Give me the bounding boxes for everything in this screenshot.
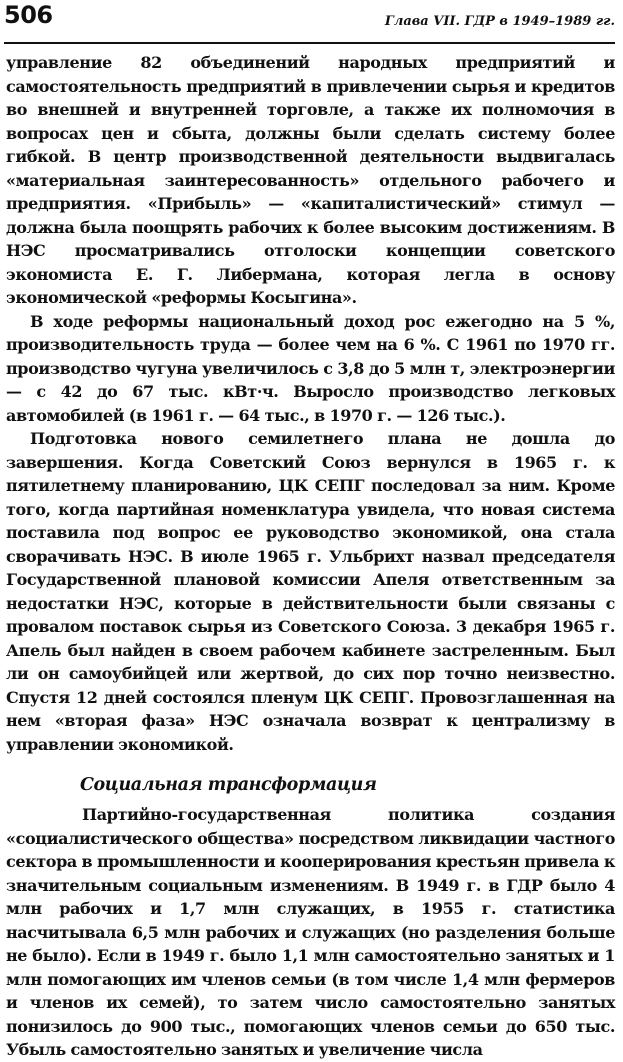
- page-number: 506: [4, 1, 53, 29]
- section-heading: Социальная трансформация: [80, 775, 377, 795]
- paragraph-reform-results: В ходе реформы национальный доход рос ежегодно на 5 %, производительность труда — более чем на 6 %. С 1961 по 1970 гг. производство чугуна увеличилось с 3,8 до 5 млн т, электроэнергии — с 42 до 67 тыс. кВт·ч. Выросло производство легковых автомобилей (в 1961 г. — 64 тыс., в 1970 г. — 126 тыс.).: [6, 311, 615, 425]
- paragraph-social-transformation: Партийно-государственная политика создания «социалистического общества» посредством ликвидации частного сектора в промышленности и кооперирования крестьян привела к значительным социальным изменениям. В 1949 г. в ГДР было 4 млн рабочих и 1,7 млн служащих, в 1955 г. статистика насчитывала 6,5 млн рабочих и служащих (но разделения больше не было). Если в 1949 г. было 1,1 млн самостоятельно занятых и 1 млн помогающих им членов семьи (в том числе 1,4 млн фермеров и членов их семей), то затем число самостоятельно занятых понизилось до 900 тыс., помогающих членов семьи до 650 тыс. Убыль самостоятельно занятых и увеличение числа: [6, 805, 615, 1059]
- running-header: [4, 2, 615, 44]
- paragraph-seven-year-plan: Подготовка нового семилетнего плана не дошла до завершения. Когда Советский Союз вернулся в 1965 г. к пятилетнему планированию, ЦК СЕПГ последовал за ним. Кроме того, когда партийная номенклатура увидела, что новая система поставила под вопрос ее руководство экономикой, она стала сворачивать НЭС. В июле 1965 г. Ульбрихт назвал председателя Государственной плановой комиссии Апеля ответственным за недостатки НЭС, которые в действительности были связаны с провалом поставок сырья из Советского Союза. 3 декабря 1965 г. Апель был найден в своем рабочем кабинете застреленным. Был ли он самоубийцей или жертвой, до сих пор точно неизвестно. Спустя 12 дней состоялся пленум ЦК СЕПГ. Провозглашенная на нем «вторая фаза» НЭС означала возврат к централизму в управлении экономикой.: [6, 429, 615, 754]
- chapter-title: Глава VII. ГДР в 1949–1989 гг.: [384, 14, 615, 29]
- paragraph-continuation: управление 82 объединений народных предприятий и самостоятельность предприятий в привлечении сырья и кредитов во внешней и внутренней торговле, а также их полномочия в вопросах цен и сбыта, должны были сделать систему более гибкой. В центр производственной деятельности выдвигалась «материальная заинтересованность» отдельного рабочего и предприятия. «Прибыль» — «капиталистический» стимул — должна была поощрять рабочих к более высоким достижениям. В НЭС просматривались отголоски концепции советского экономиста Е. Г. Либермана, которая легла в основу экономической «реформы Косыгина».: [6, 53, 615, 307]
- body-text: [6, 51, 615, 1062]
